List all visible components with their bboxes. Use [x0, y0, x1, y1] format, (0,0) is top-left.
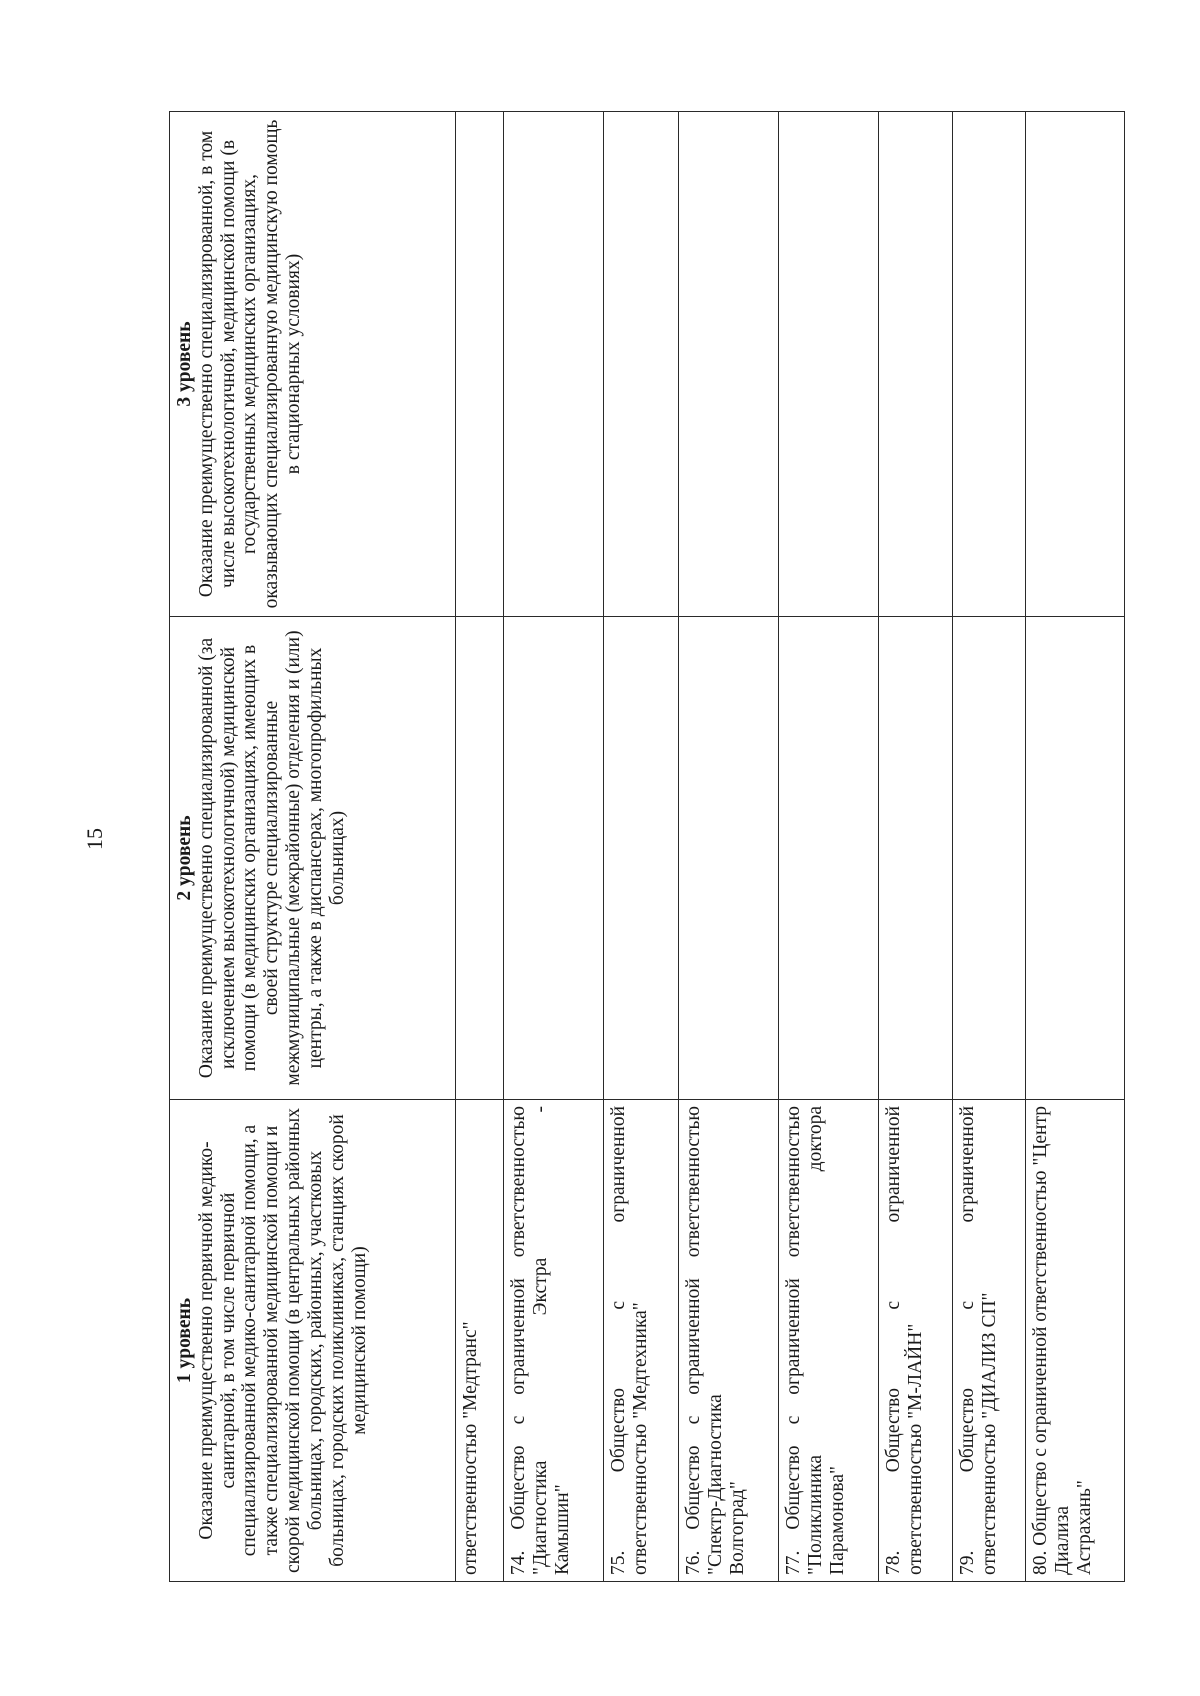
header-level-1-text: Оказание преимущественно первичной медико-санитарной, в том числе первичной специализированной медико-санитарной помощи, а также специализированной медицинской помощи и скорой медицинской помощи (в центральных районных больницах, городских, районных, участковых больницах, городских поликлиниках, станциях скорой медицинской помощи) [195, 1107, 370, 1574]
organization-name: 75. Общество с ограниченной [608, 1106, 629, 1575]
table-row [1026, 112, 1125, 1582]
header-level-2 [170, 617, 456, 1100]
organization-cell [604, 1100, 679, 1582]
header-level-2-title: 2 уровень [174, 815, 195, 901]
organization-name-tail: Волгоград" [726, 1481, 748, 1575]
organization-name: 76. Общество с ограниченной ответственностью "Спектр-Диагностика [683, 1106, 726, 1575]
header-level-2-text: Оказание преимущественно специализированной (за исключением высокотехнологичной) медицинской помощи (в медицинских организациях, имеющих в своей структуре специализированные межмуниципальные (межрайонные) отделения и (или) центры, а также в диспансерах, многопрофильных больницах) [195, 630, 348, 1086]
organization-name: 78. Общество с ограниченной [883, 1106, 904, 1575]
level-3-cell [779, 112, 879, 617]
level-2-cell [879, 617, 953, 1100]
level-3-cell [679, 112, 779, 617]
rotated-table-container [169, 112, 1124, 1582]
level-3-cell [604, 112, 679, 617]
level-2-cell [1026, 617, 1125, 1100]
table-row [879, 112, 953, 1582]
level-3-cell [1026, 112, 1125, 617]
page-number: 15 [82, 828, 107, 850]
level-2-cell [679, 617, 779, 1100]
organization-name-tail: ответственностью "Медтранс" [460, 1321, 481, 1575]
table-row [456, 112, 504, 1582]
level-3-cell [504, 112, 604, 617]
level-3-cell [456, 112, 504, 617]
organization-cell [953, 1100, 1026, 1582]
organization-name-tail: ответственностью "ДИАЛИЗ СП" [978, 1292, 1000, 1575]
organization-name: 80. Общество с ограниченной ответственностью "Центр Диализа [1030, 1106, 1073, 1575]
organization-name-tail: Парамонова" [826, 1466, 848, 1575]
organization-cell [679, 1100, 779, 1582]
organization-name-tail: Камышин" [551, 1484, 573, 1575]
header-level-1 [170, 1100, 456, 1582]
table-row [504, 112, 604, 1582]
table-row [953, 112, 1026, 1582]
header-level-3-title: 3 уровень [174, 321, 195, 407]
organization-cell [779, 1100, 879, 1582]
level-2-cell [604, 617, 679, 1100]
level-2-cell [953, 617, 1026, 1100]
table-row [679, 112, 779, 1582]
table-header-row [170, 112, 456, 1582]
level-2-cell [504, 617, 604, 1100]
level-3-cell [879, 112, 953, 617]
organization-name: 77. Общество с ограниченной ответственностью "Поликлиника доктора [783, 1106, 826, 1575]
table-row [604, 112, 679, 1582]
header-level-3-text: Оказание преимущественно специализированной, в том числе высокотехнологичной, медицинской помощи (в государственных медицинских организациях, оказывающих специализированную медицинскую помощь в стационарных условиях) [195, 119, 305, 609]
table-row [779, 112, 879, 1582]
organization-name: 79. Общество с ограниченной [957, 1106, 978, 1575]
organization-name: 74. Общество с ограниченной ответственностью "Диагностика Экстра - [508, 1106, 551, 1575]
organization-name-tail: ответственностью "М-ЛАЙН" [904, 1323, 926, 1575]
medical-organizations-table [169, 111, 1125, 1582]
organization-cell [456, 1100, 504, 1582]
level-2-cell [456, 617, 504, 1100]
header-level-3 [170, 112, 456, 617]
organization-cell [879, 1100, 953, 1582]
organization-cell [1026, 1100, 1125, 1582]
organization-cell [504, 1100, 604, 1582]
level-3-cell [953, 112, 1026, 617]
header-level-1-title: 1 уровень [174, 1297, 195, 1384]
organization-name-tail: Астрахань" [1073, 1480, 1095, 1575]
level-2-cell [779, 617, 879, 1100]
organization-name-tail: ответственностью "Медтехника" [629, 1302, 651, 1575]
